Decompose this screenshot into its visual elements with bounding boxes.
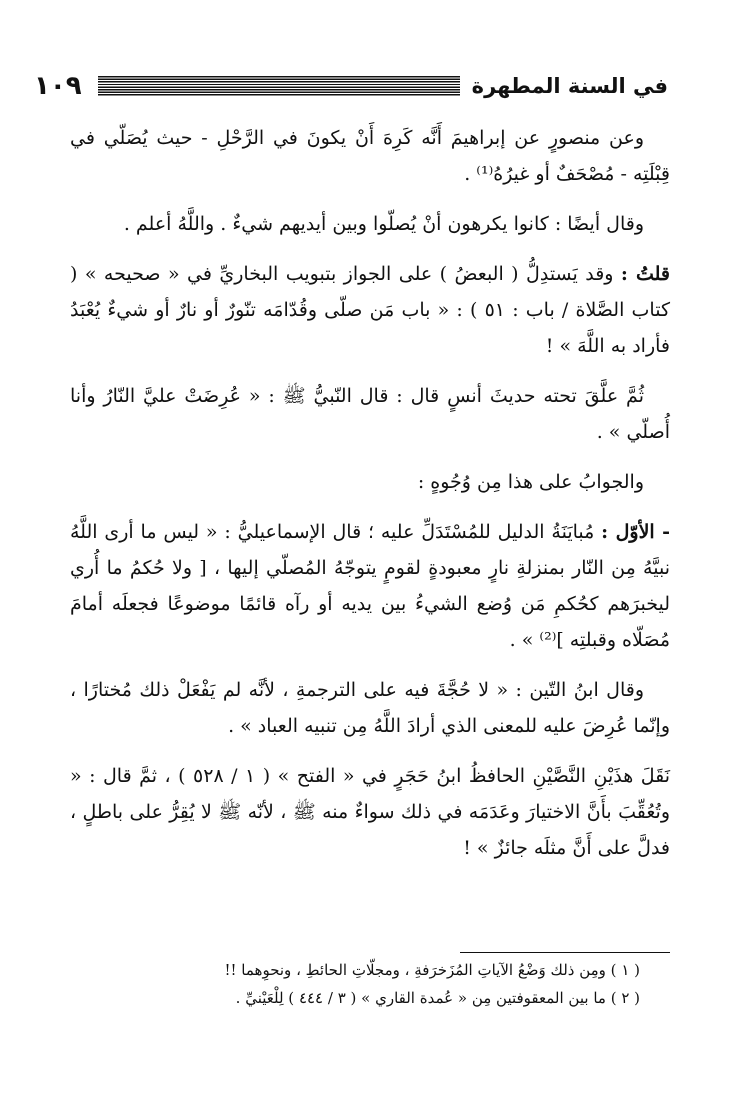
paragraph: نَقَلَ هذَيْنِ النَّصَّيْنِ الحافظُ ابنُ حَجَرٍ في « الفتح » ( ١ / ٥٢٨ ) ، ثمَّ قال : « وتُعُقِّبَ بأَنَّ الاختيارَ وعَدَمَه في ذلك سواءٌ منه ﷺ ، لأنّه ﷺ لا يُقِرُّ على باطلٍ ، فدلَّ على أَنَّ مثلَه جائزٌ » ! xyxy=(70,765,671,859)
paragraph: ثُمَّ علَّقَ تحته حديثَ أنسٍ قال : قال النّبيُّ ﷺ : « عُرِضَتْ عليَّ النّارُ وأنا أُصلّي » . xyxy=(70,385,670,443)
qultu-label: قلتُ : xyxy=(620,263,670,285)
footnote: ( ٢ ) ما بين المعقوفتين مِن « عُمدة القاري » ( ٣ / ٤٤٤ ) لِلْعَيْنيِّ . xyxy=(235,989,640,1007)
running-title: في السنة المطهرة xyxy=(471,74,668,98)
paragraph-text: وقد يَستدِلُّ ( البعضُ ) على الجواز بتبويب البخاريِّ في « صحيحه » ( كتاب الصَّلاة / باب : ٥١ ) : « باب مَن صلّى وقُدّامَه تنّورٌ أو نارٌ أو شيءٌ يُعْبَدُ فأراد به اللَّهَ » ! xyxy=(70,263,670,357)
paragraph xyxy=(70,514,670,658)
page-header xyxy=(34,66,668,106)
footnote: ( ١ ) ومِن ذلك وَضْعُ الآياتِ المُزَخرَفةِ ، ومجلّاتِ الحائطِ ، ونحوِهما !! xyxy=(224,961,640,979)
main-text xyxy=(70,120,670,880)
footnote-separator xyxy=(460,952,670,953)
paragraph-text: مُبايَنَةُ الدليل للمُسْتَدَلِّ عليه ؛ قال الإسماعيليُّ : « ليس ما أرى اللَّهُ نبيَّهُ مِن النّار بمنزلةِ نارٍ معبودةٍ لقومٍ يتوجّهُ المُصلّي إليها ، [ ولا حُكمُ ما أُري ليخبرَهم كحُكمِ مَن وُضع الشيءُ بين يديه أو رآه قائمًا موضوعًا فجعلَه أمامَ مُصَلّاه وقبلتِه ]⁽²⁾ » . xyxy=(70,521,670,651)
paragraph: والجوابُ على هذا مِن وُجُوهٍ : xyxy=(417,471,644,493)
header-ornament-rule xyxy=(98,76,460,96)
footnotes xyxy=(70,956,670,1012)
page-number: ١٠٩ xyxy=(34,71,82,101)
paragraph: وعن منصورٍ عن إبراهيمَ أَنَّه كَرِهَ أَنْ يكونَ في الرَّحْلِ - حيث يُصَلّي في قِبْلَتِه - مُصْحَفٌ أو غيرُهُ⁽¹⁾ . xyxy=(70,127,670,185)
paragraph: وقال أيضًا : كانوا يكرهون أنْ يُصلّوا وبين أيديهم شيءٌ . واللَّهُ أعلم . xyxy=(123,213,644,235)
first-point-label: - الأوّل : xyxy=(601,521,670,543)
paragraph: وقال ابنُ التّين : « لا حُجَّةَ فيه على الترجمةِ ، لأنَّه لم يَفْعَلْ ذلك مُختارًا ، وإنّما عُرِضَ عليه للمعنى الذي أرادَ اللَّهُ مِن تنبيه العباد » . xyxy=(70,679,670,737)
paragraph xyxy=(70,256,670,364)
